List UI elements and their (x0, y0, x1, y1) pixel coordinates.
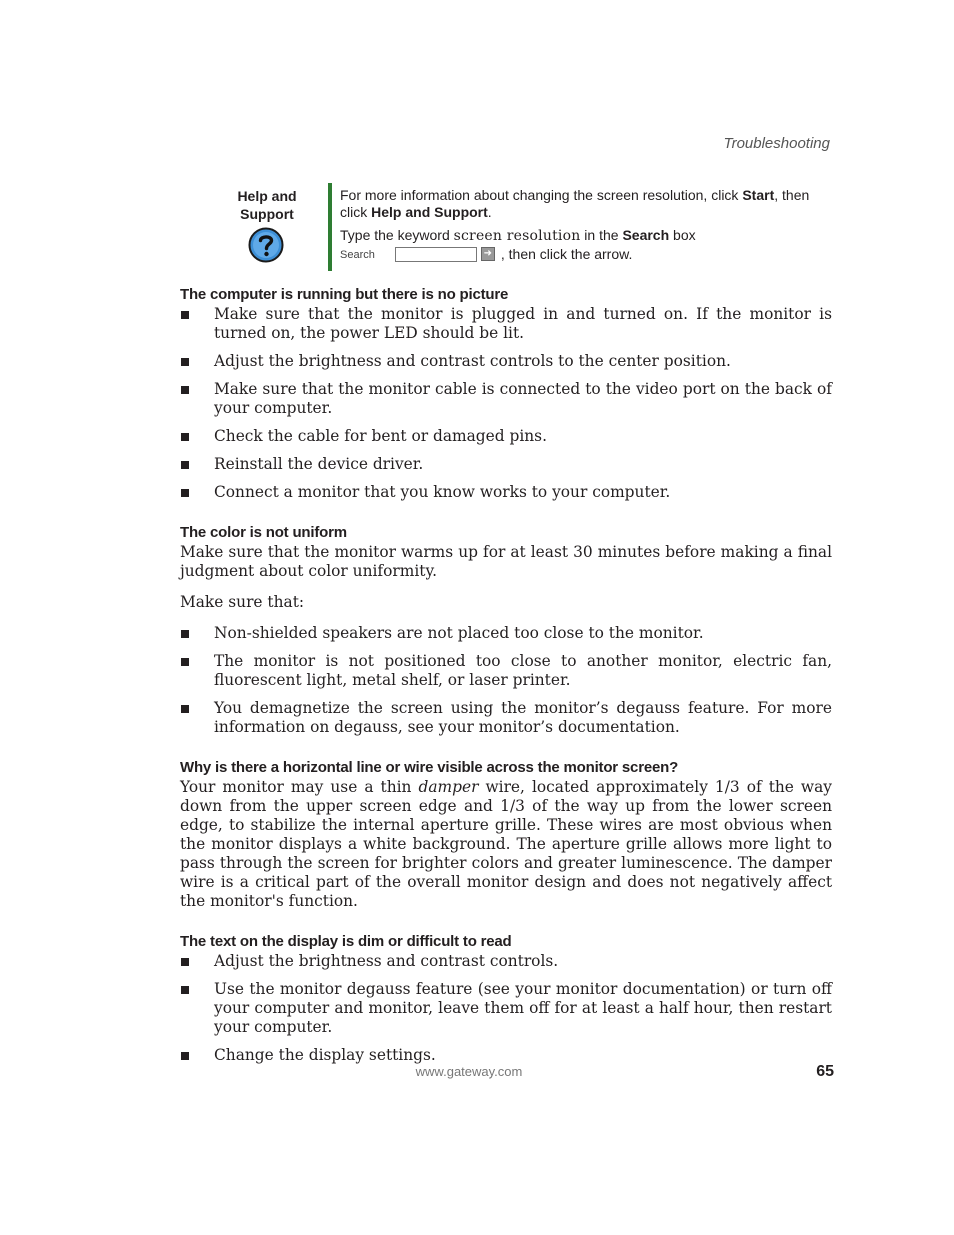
question-mark-icon (248, 227, 284, 263)
section-heading: The text on the display is dim or difficult to read (180, 933, 512, 950)
list-item (180, 427, 832, 446)
list-item (180, 305, 832, 343)
list-item (180, 380, 832, 418)
bullet-list (180, 624, 832, 737)
bullet-square-icon (181, 358, 189, 366)
list-item-text: Adjust the brightness and contrast controls to the center position. (214, 352, 731, 370)
list-item-text: Make sure that the monitor cable is connected to the video port on the back of your computer. (214, 380, 832, 417)
section-heading: The computer is running but there is no picture (180, 286, 509, 303)
help-p2-end: box (669, 227, 696, 243)
bullet-list (180, 305, 832, 502)
body-paragraph (180, 778, 832, 911)
list-item-text: Check the cable for bent or damaged pins. (214, 427, 547, 445)
list-item-text: Change the display settings. (214, 1046, 436, 1064)
help-text (340, 187, 830, 263)
search-input[interactable] (395, 247, 477, 262)
list-item (180, 699, 832, 737)
list-item (180, 483, 832, 502)
help-label-line1: Help and (237, 188, 297, 204)
search-box-name: Search (622, 227, 670, 243)
help-p1-pre: For more information about changing the screen resolution, click (340, 187, 743, 203)
help-p1-mid: , then click (340, 187, 810, 220)
list-item-text: Reinstall the device driver. (214, 455, 424, 473)
help-paragraph-1 (340, 187, 830, 221)
help-and-support-callout (180, 183, 830, 271)
list-item-text: Non-shielded speakers are not placed too close to the monitor. (214, 624, 704, 642)
arrow-right-icon[interactable]: ➜ (481, 247, 495, 261)
help-accent-bar (328, 183, 332, 271)
footer-url: www.gateway.com (415, 1064, 523, 1079)
body-paragraph: Make sure that the monitor warms up for at least 30 minutes before making a final judgment about color uniformity. (180, 543, 832, 580)
help-label-line2: Support (240, 206, 294, 222)
para-post: wire, located approximately 1/3 of the way down from the upper screen edge and 1/3 of the way up from the lower screen edge, to stabilize the internal aperture grille. These wires are most obvious when the monitor displays a white background. The aperture grille allows more light to pass through the screen for brighter colors and greater luminescence. The damper wire is a critical part of the overall monitor design and does not negatively affect the monitor's function. (180, 778, 832, 910)
damper-term: damper (418, 778, 479, 796)
start-keyword: Start (742, 187, 775, 203)
list-item (180, 624, 832, 643)
bullet-square-icon (181, 1052, 189, 1060)
help-and-support-keyword: Help and Support (371, 204, 488, 220)
help-paragraph-2 (340, 227, 830, 245)
bullet-square-icon (181, 658, 189, 666)
para-pre: Your monitor may use a thin (180, 778, 419, 796)
section-heading: The color is not uniform (180, 524, 347, 541)
bullet-square-icon (181, 311, 189, 319)
bullet-square-icon (181, 489, 189, 497)
list-item-text: Connect a monitor that you know works to your computer. (214, 483, 671, 501)
page-number: 65 (816, 1063, 834, 1080)
list-item-text: The monitor is not positioned too close to another monitor, electric fan, fluorescent light, metal shelf, or laser printer. (214, 652, 832, 689)
bullet-square-icon (181, 630, 189, 638)
bullet-square-icon (181, 386, 189, 394)
list-item (180, 352, 832, 371)
list-item-text: Adjust the brightness and contrast controls. (214, 952, 559, 970)
main-content (180, 285, 832, 1086)
list-item (180, 455, 832, 474)
help-p1-end: . (487, 204, 492, 220)
section-no-picture (180, 285, 832, 502)
section-heading: Why is there a horizontal line or wire visible across the monitor screen? (180, 759, 679, 776)
help-p2-pre: Type the keyword (340, 227, 454, 243)
list-item-text: Make sure that the monitor is plugged in and turned on. If the monitor is turned on, the power LED should be lit. (214, 305, 832, 342)
body-paragraph-intro: Make sure that: (180, 593, 305, 611)
search-example-row (340, 245, 830, 263)
list-item (180, 1046, 832, 1065)
section-text-dim (180, 932, 832, 1065)
search-label: Search (340, 249, 375, 261)
section-color-not-uniform (180, 523, 832, 737)
list-item (180, 952, 832, 971)
bullet-square-icon (181, 461, 189, 469)
bullet-square-icon (181, 433, 189, 441)
list-item (180, 980, 832, 1037)
section-horizontal-line (180, 758, 832, 911)
bullet-square-icon (181, 705, 189, 713)
list-item-text: You demagnetize the screen using the monitor’s degauss feature. For more information on degauss, see your monitor’s documentation. (214, 699, 832, 736)
help-p2-after: , then click the arrow. (500, 245, 633, 262)
bullet-square-icon (181, 958, 189, 966)
list-item-text: Use the monitor degauss feature (see your monitor documentation) or turn off your computer and monitor, leave them off for at least a half hour, then restart your computer. (214, 980, 832, 1036)
bullet-square-icon (181, 986, 189, 994)
search-keyword: screen resolution (453, 228, 581, 244)
help-p2-mid: in the (580, 227, 623, 243)
bullet-list (180, 952, 832, 1065)
running-header: Troubleshooting (723, 135, 830, 152)
list-item (180, 652, 832, 690)
